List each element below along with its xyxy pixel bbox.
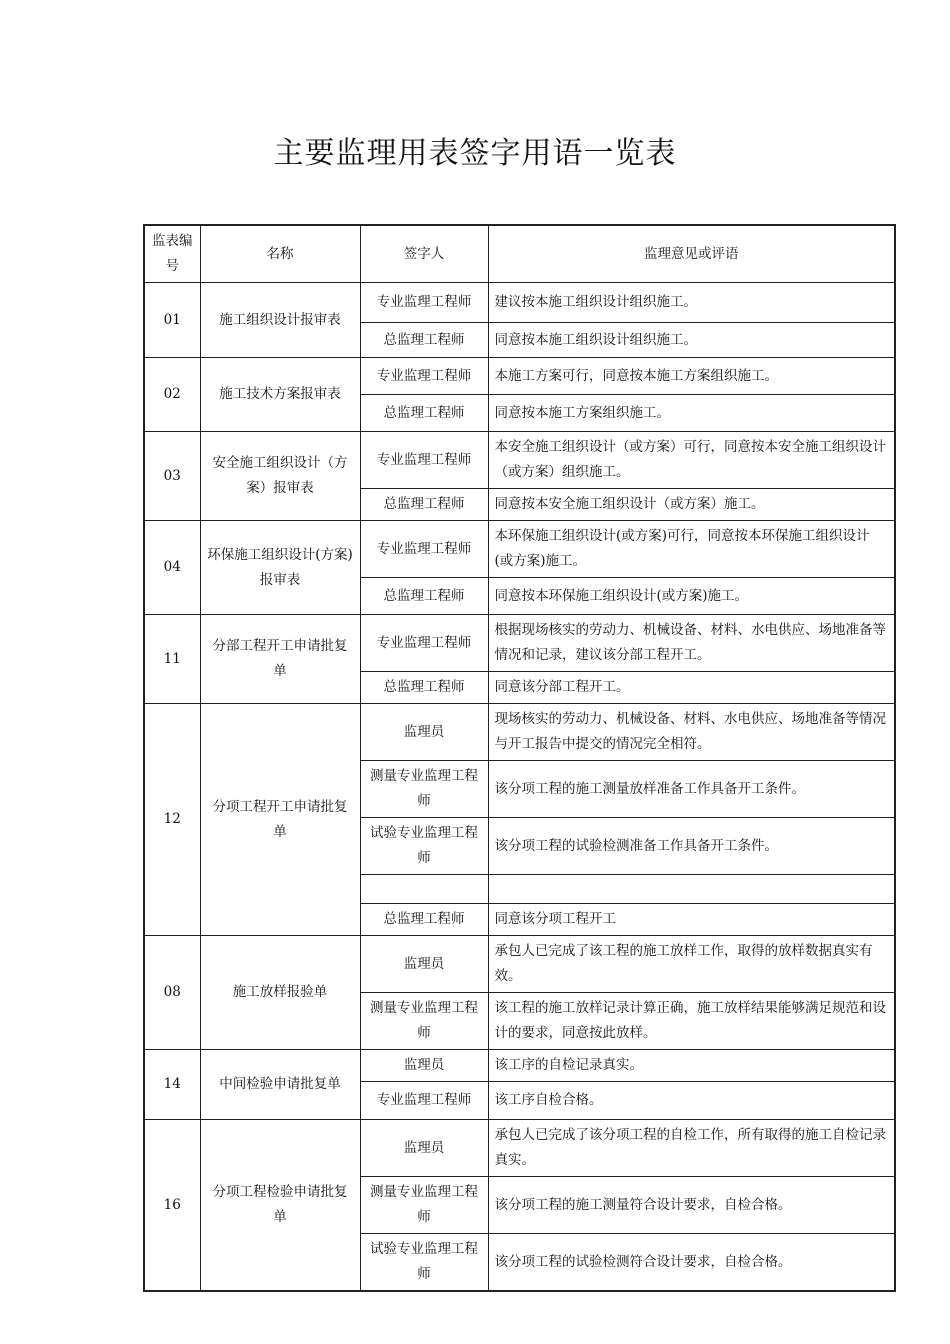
opinion: 同意按本安全施工组织设计（或方案）施工。 bbox=[488, 489, 895, 521]
form-number: 04 bbox=[144, 521, 200, 615]
form-number: 14 bbox=[144, 1050, 200, 1120]
form-number: 08 bbox=[144, 936, 200, 1050]
opinion: 本环保施工组织设计(或方案)可行，同意按本环保施工组织设计(或方案)施工。 bbox=[488, 521, 895, 578]
signer: 专业监理工程师 bbox=[360, 521, 488, 578]
form-number: 01 bbox=[144, 283, 200, 358]
form-number: 03 bbox=[144, 432, 200, 521]
header-no: 监表编号 bbox=[144, 225, 200, 283]
opinion bbox=[488, 875, 895, 904]
signer bbox=[360, 875, 488, 904]
form-name: 分部工程开工申请批复单 bbox=[200, 615, 360, 704]
opinion: 该工程的施工放样记录计算正确，施工放样结果能够满足规范和设计的要求，同意按此放样。 bbox=[488, 993, 895, 1050]
signer: 试验专业监理工程师 bbox=[360, 818, 488, 875]
signer: 专业监理工程师 bbox=[360, 283, 488, 323]
form-number: 02 bbox=[144, 358, 200, 432]
opinion: 本施工方案可行，同意按本施工方案组织施工。 bbox=[488, 358, 895, 395]
table-row bbox=[144, 283, 895, 323]
opinion: 现场核实的劳动力、机械设备、材料、水电供应、场地准备等情况与开工报告中提交的情况完全相符。 bbox=[488, 704, 895, 761]
opinion: 该分项工程的施工测量符合设计要求，自检合格。 bbox=[488, 1177, 895, 1234]
form-number: 16 bbox=[144, 1120, 200, 1292]
signer: 总监理工程师 bbox=[360, 904, 488, 936]
opinion: 该分项工程的施工测量放样准备工作具备开工条件。 bbox=[488, 761, 895, 818]
table-row bbox=[144, 936, 895, 993]
opinion: 同意按本环保施工组织设计(或方案)施工。 bbox=[488, 578, 895, 615]
opinion: 根据现场核实的劳动力、机械设备、材料、水电供应、场地准备等情况和记录，建议该分部工程开工。 bbox=[488, 615, 895, 672]
opinion: 该工序的自检记录真实。 bbox=[488, 1050, 895, 1082]
signer: 测量专业监理工程师 bbox=[360, 761, 488, 818]
form-name: 施工技术方案报审表 bbox=[200, 358, 360, 432]
signer: 监理员 bbox=[360, 704, 488, 761]
form-name: 安全施工组织设计（方案）报审表 bbox=[200, 432, 360, 521]
header-signer: 签字人 bbox=[360, 225, 488, 283]
signature-terms-table bbox=[143, 224, 896, 1292]
table-row bbox=[144, 1050, 895, 1082]
opinion: 该工序自检合格。 bbox=[488, 1082, 895, 1120]
form-name: 施工组织设计报审表 bbox=[200, 283, 360, 358]
opinion: 该分项工程的试验检测符合设计要求，自检合格。 bbox=[488, 1234, 895, 1292]
table-row bbox=[144, 358, 895, 395]
opinion: 同意按本施工方案组织施工。 bbox=[488, 395, 895, 432]
form-name: 中间检验申请批复单 bbox=[200, 1050, 360, 1120]
signer: 监理员 bbox=[360, 1120, 488, 1177]
form-name: 施工放样报验单 bbox=[200, 936, 360, 1050]
signer: 总监理工程师 bbox=[360, 578, 488, 615]
header-row bbox=[144, 225, 895, 283]
signer: 专业监理工程师 bbox=[360, 358, 488, 395]
header-opinion: 监理意见或评语 bbox=[488, 225, 895, 283]
table-row bbox=[144, 615, 895, 672]
signer: 监理员 bbox=[360, 936, 488, 993]
opinion: 同意该分部工程开工。 bbox=[488, 672, 895, 704]
page-title: 主要监理用表签字用语一览表 bbox=[273, 136, 677, 171]
signer: 测量专业监理工程师 bbox=[360, 1177, 488, 1234]
signer: 总监理工程师 bbox=[360, 323, 488, 358]
table-row bbox=[144, 521, 895, 578]
signer: 专业监理工程师 bbox=[360, 615, 488, 672]
table-row bbox=[144, 1120, 895, 1177]
opinion: 承包人已完成了该工程的施工放样工作，取得的放样数据真实有效。 bbox=[488, 936, 895, 993]
opinion: 承包人已完成了该分项工程的自检工作，所有取得的施工自检记录真实。 bbox=[488, 1120, 895, 1177]
table-row bbox=[144, 432, 895, 489]
form-number: 11 bbox=[144, 615, 200, 704]
signer: 专业监理工程师 bbox=[360, 432, 488, 489]
signer: 测量专业监理工程师 bbox=[360, 993, 488, 1050]
signer: 监理员 bbox=[360, 1050, 488, 1082]
opinion: 同意该分项工程开工 bbox=[488, 904, 895, 936]
signer: 专业监理工程师 bbox=[360, 1082, 488, 1120]
form-name: 分项工程检验申请批复单 bbox=[200, 1120, 360, 1292]
opinion: 该分项工程的试验检测准备工作具备开工条件。 bbox=[488, 818, 895, 875]
signer: 总监理工程师 bbox=[360, 489, 488, 521]
header-name: 名称 bbox=[200, 225, 360, 283]
form-name: 环保施工组织设计(方案)报审表 bbox=[200, 521, 360, 615]
opinion: 本安全施工组织设计（或方案）可行，同意按本安全施工组织设计（或方案）组织施工。 bbox=[488, 432, 895, 489]
form-number: 12 bbox=[144, 704, 200, 936]
signer: 试验专业监理工程师 bbox=[360, 1234, 488, 1292]
signer: 总监理工程师 bbox=[360, 395, 488, 432]
opinion: 同意按本施工组织设计组织施工。 bbox=[488, 323, 895, 358]
form-name: 分项工程开工申请批复单 bbox=[200, 704, 360, 936]
opinion: 建议按本施工组织设计组织施工。 bbox=[488, 283, 895, 323]
signer: 总监理工程师 bbox=[360, 672, 488, 704]
table-row bbox=[144, 704, 895, 761]
